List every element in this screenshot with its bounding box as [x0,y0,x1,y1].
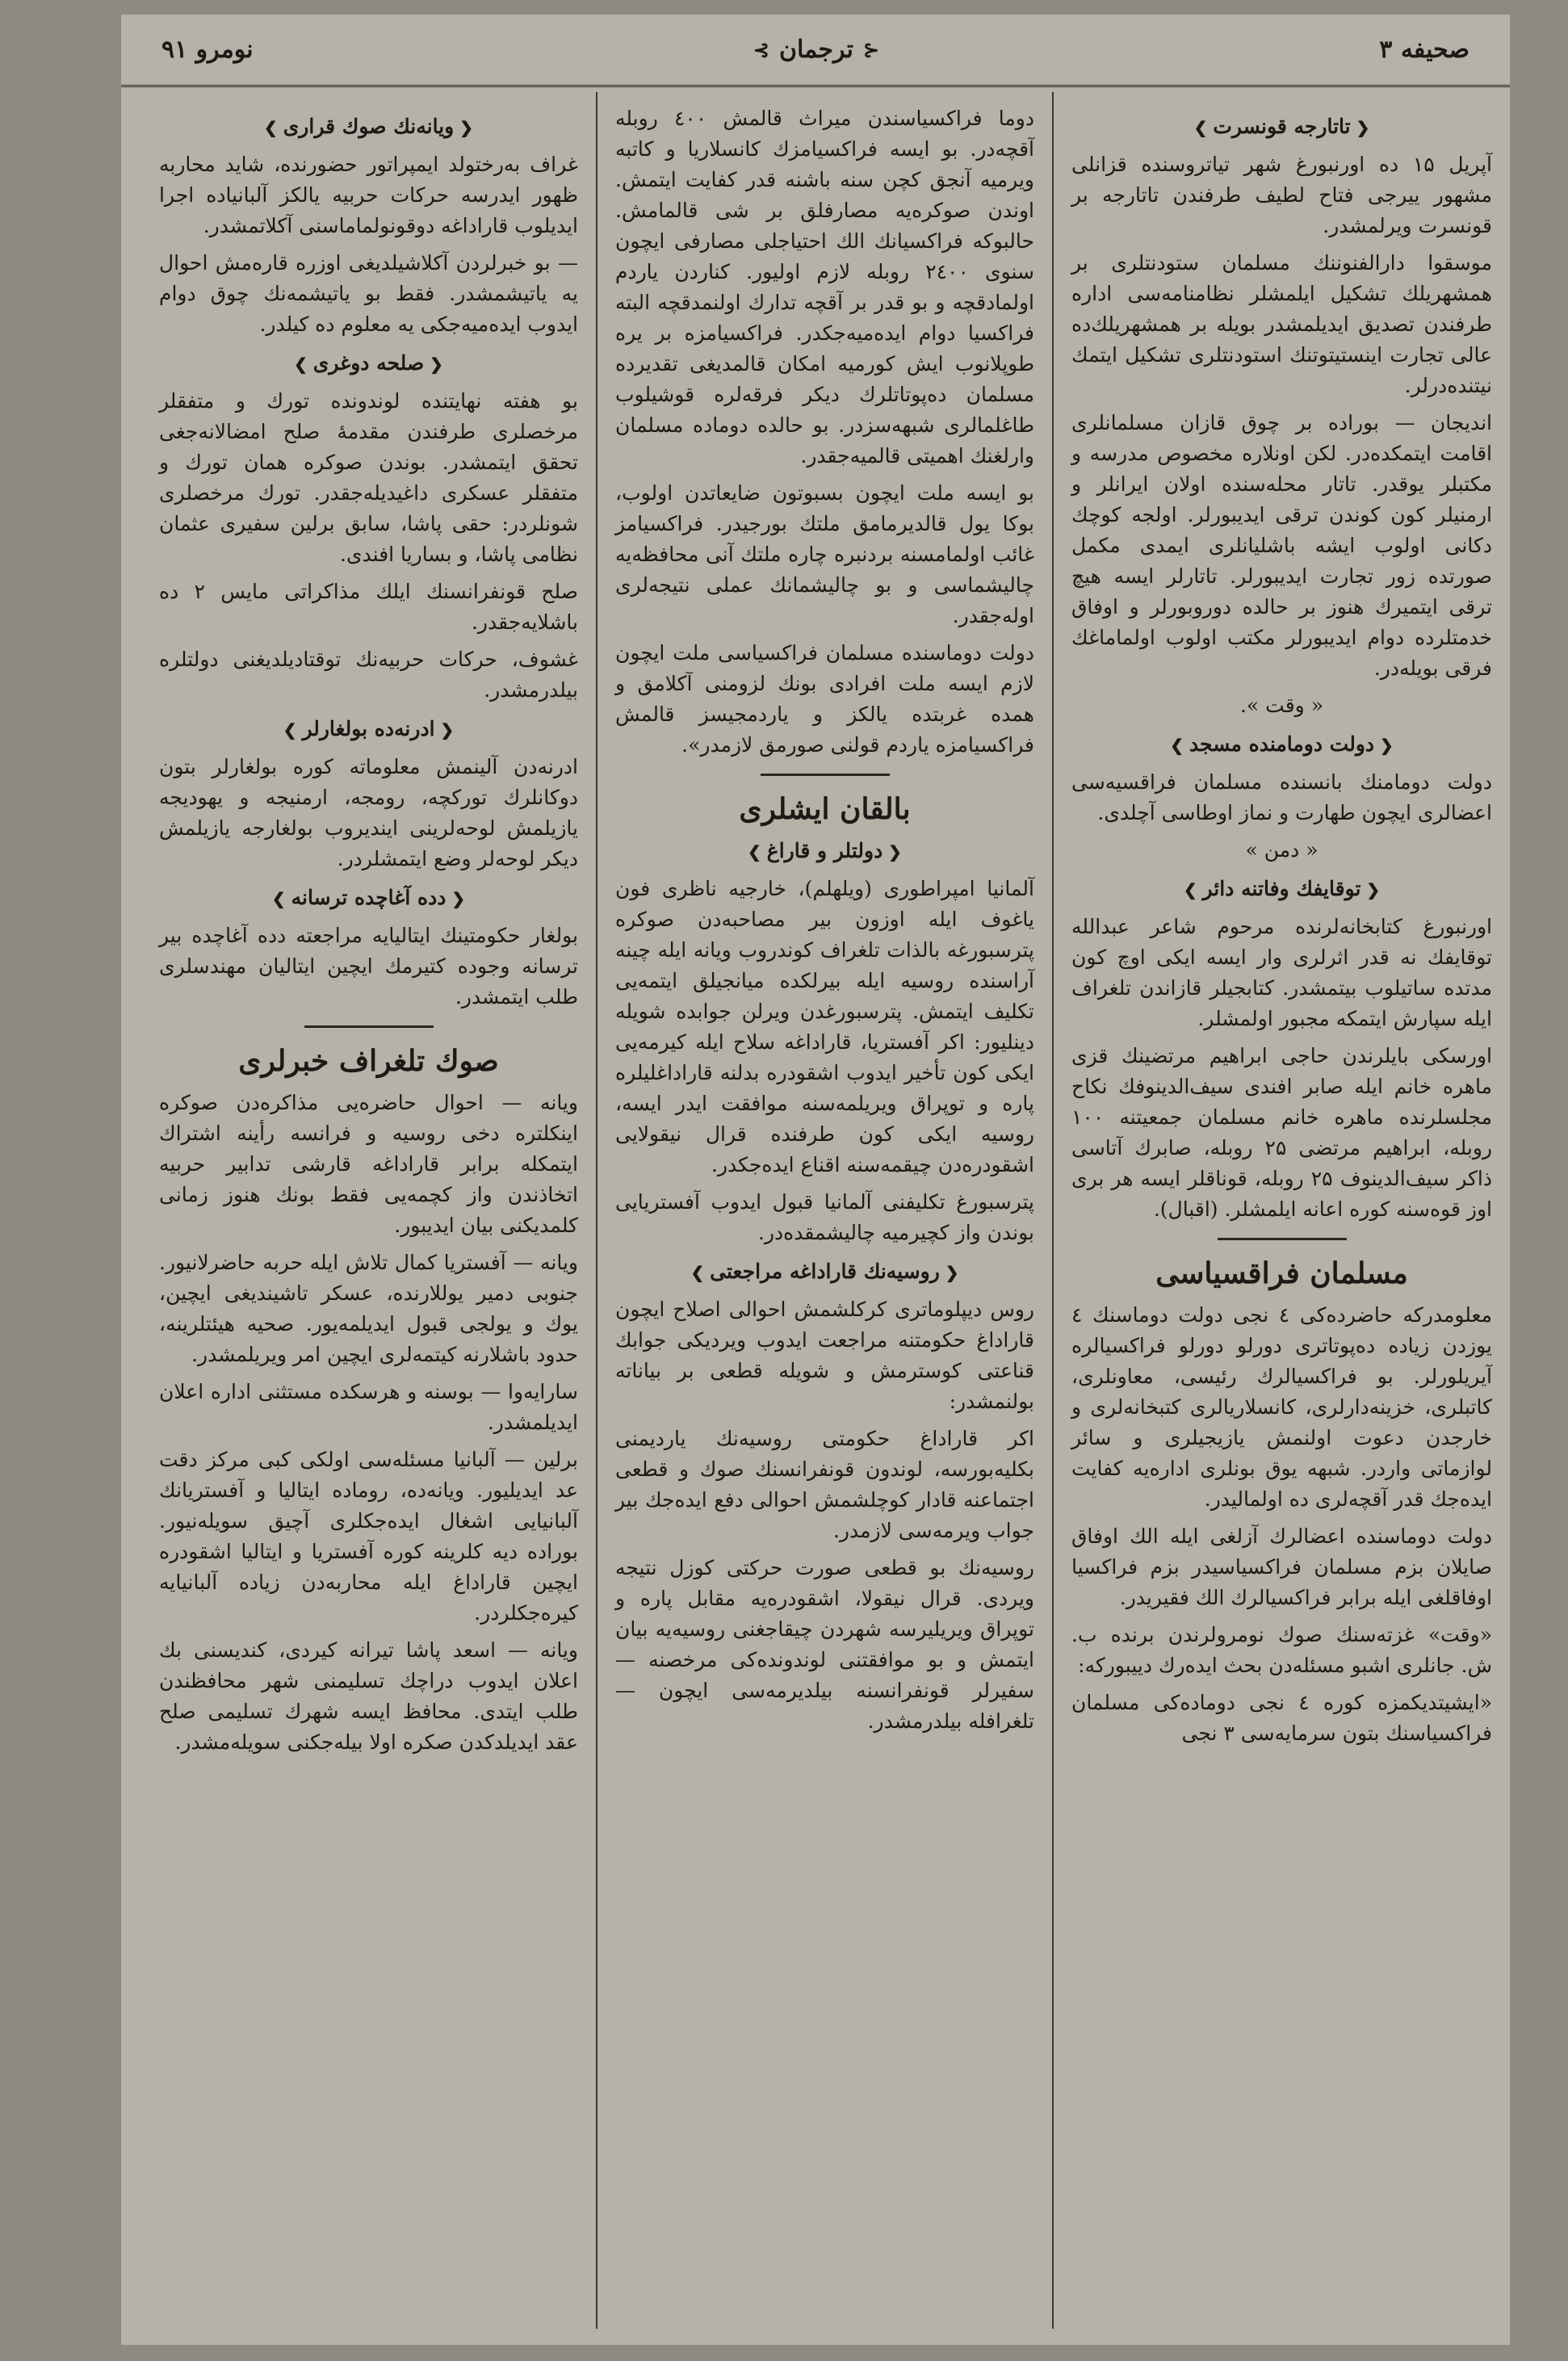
ornament-icon: ⊰ [862,38,880,61]
article-heading: ❮ توقایفك وفاتنه دائر ❯ [1071,874,1492,905]
article-paragraph: دوما فراکسیاسندن میراث قالمش ٤٠٠ روبله آقچه‌در. بو ایسه فراکسیامزك کانسلاریا و کاتبه ویرمیه آنجق کچن سنه باشنه قدر کفایت ایتمش. اوندن صوکره‌یه مصارفلق بر شی قالمامش. حالبوکه فراکسیانك الك احتیاجلی مصارفی ایچون سنوی ۲٤٠٠ روبله لازم اولیور. کناردن یاردم اولمادقچه و بو قدر بر آقچه تدارك اولنمدقچه البته فراکسیا دوام ایده‌میه‌جکدر. فراکسیامزه بر یره طوپلانوب ایش کورمیه امکان قالمدیغی تقدیرده مسلمان ده‌پوتاتلرك دیکر فرقه‌لره قوشیلوب طاغلمالری شبهه‌سزدر. بو حالده دوماده مسلمان وارلغنك اهمیتی قالمیه‌جقدر. [615,107,1034,468]
article-paragraph: — بو خبرلردن آکلاشیلدیغی اوزره قاره‌مش احوال یه یاتیشمشدر. فقط بو یاتیشمه‌نك چوق دوام ایدوب ایده‌میه‌جکی یه معلوم ده کیلدر. [159,251,578,336]
article-paragraph: موسقوا دارالفنوننك مسلمان ستودنتلری بر همشهریلك تشکیل ایلمشلر نظامنامه‌سی اداره طرفندن تصدیق ایدیلمشدر بویله بر همشهریلك‌ده عالی تجارت اینستیتوتنك استودنتلری تشکیل ایتمك نیتنده‌درلر. [1071,251,1492,397]
ornament-icon: ⊱ [753,38,769,61]
article-paragraph: «وقت» غزته‌سنك صوك نومرولرندن برنده ب. ش. جانلری اشبو مسئله‌دن بحث ایده‌رك دییبورکه: [1071,1623,1492,1677]
section-title: صوك تلغراف خبرلری [238,1044,499,1078]
article-paragraph: بولغار حکومتینك ایتالیایه مراجعته دده آغاچده بیر ترسانه وجوده کتیرمك ایچین ایتالیان مهندسلری طلب ایتمشدر. [159,924,578,1009]
source-credit: « وقت ». [1239,694,1323,717]
article-columns [121,92,1510,2329]
newspaper-page [121,15,1510,2345]
article-heading: ❮ ویانه‌نك صوك قراری ❯ [159,111,578,143]
article-paragraph: دولت دوماسنده مسلمان فراکسیاسی ملت ایچون لازم ایسه ملت افرادی بونك لزومنی آکلامق و همده غربتده یالکز و یاردمجیسز قالمش فراکسیامزه یاردم قولنی صورمق لازمدر». [615,641,1034,757]
article-paragraph: دولت دومامنك بانسنده مسلمان فراقسیه‌سی اعضالری ایچون طهارت و نماز اوطاسی آچلدی. [1071,770,1492,824]
article-paragraph: آپریل ۱۵ ده اورنبورغ شهر تیاتروسنده قزانلی مشهور ییرجی فتاح لطیف طرفندن تاتارجه بر قونسرت ویرلمشدر. [1071,153,1492,237]
page-number: صحیفه ۳ [1379,36,1469,64]
article-paragraph: آلمانیا امپراطوری (ویلهلم)، خارجیه ناظری فون یاغوف ایله اوزون بیر مصاحبه‌دن صوکره پترسبورغه بالذات تلغراف کوندروب ویانه ایله چینه آراسنده روسیه ایله بیرلکده میانجیلق ایتمه‌یی تکلیف ایتمش. پترسبورغدن ویرلن جوابده شویله دینلیور: اکر آفستریا، قاراداغه سلاح ایله کیرمه‌یی ایکی کون تأخیر ایدوب اشقودره بدلنه قاراداغلیلره پاره و توپراق ویریلمه‌سنه موافقت ایدر ایسه، روسیه ایکی کون طرفنده قرال نیقولایی اشقودره‌دن چیقمه‌سنه اقناع ایده‌جکدر. [615,877,1034,1176]
article-heading: ❮ روسیه‌نك قاراداغه مراجعتی ❯ [615,1256,1034,1288]
issue-number: نومرو ۹۱ [161,36,254,64]
article-paragraph: غشوف، حرکات حربیه‌نك توقتادیلدیغنی دولتلره بیلدرمشدر. [159,648,578,702]
article-paragraph: اکر قاراداغ حکومتی روسیه‌نك یاردیمنی بکلیه‌بورسه، لوندون قونفرانسنك صوك و قطعی اجتماعنه قادار کوچلشمش احوالی دفع ایده‌جك بیر جواب ویرمه‌سی لازمدر. [615,1427,1034,1542]
section-rule [1218,1238,1347,1240]
article-paragraph: «ایشیتدیکمزه کوره ٤ نجی دوماده‌کی مسلمان فراکسیاسنك بتون سرمایه‌سی ۳ نجی [1071,1691,1493,1745]
article-heading: ❮ دولت دومامنده مسجد ❯ [1071,729,1492,761]
article-paragraph: اندیجان — بوراده بر چوق قازان مسلمانلری اقامت ایتمکده‌در. لکن اونلاره مخصوص مدرسه و مکتبلر یوقدر. تاتار محله‌سنده اولان ایرانلر و ارمنیلر کون کوندن ترقی ایدیبورلر. اولجه کوچك دکانی اولوب ایشه باشلیانلری ایمدی مکمل صورتده زور تجارت ایدیبورلر. تاتارلر ایسه هیچ ترقی ایتمیرك هنوز بر حالده دوروبورلر و اوفاق خدمتلرده دوام ایدیبورلر مکتب اولوب اولماماغك فرقی بویله‌در. [1071,411,1492,680]
article-paragraph: ویانه — آفستریا کمال تلاش ایله حربه حاضرلانیور. جنوبی دمیر یوللارنده، عسکر تاشیندیغی ایچین، یوك و یولجی قبول ایدیلمه‌یور. صحیه هیئتلرینه، حدود باشلارنه کیتمه‌لری ایچین امر ویریلمشدر. [159,1251,578,1366]
article-paragraph: غراف به‌رختولد ایمپراتور حضورنده، شاید محاربه ظهور ایدرسه حرکات حربیه یالکز آلبانیاده اجرا ایدیلوب قاراداغه دوقونولماماسنی آکلاتمشدر. [159,153,578,237]
article-heading: ❮ ادرنه‌ده بولغارلر ❯ [159,714,578,745]
article-paragraph: سارایه‌وا — بوسنه و هرسکده مستثنی اداره اعلان ایدیلمشدر. [159,1380,578,1434]
article-paragraph: اورنبورغ کتابخانه‌لرنده مرحوم شاعر عبدالله توقایفك نه قدر اثرلری وار ایسه ایکی اوچ کون مدتده ساتیلوب بیتمشدر. کتابجیلر قازاندن تلغراف ایله سپارش ایتمکه مجبور اولمشلر. [1071,915,1492,1030]
article-paragraph: اورسکی بایلرندن حاجی ابراهیم مرتضینك قزی ماهره خانم ایله صابر افندی سیف‌الدینوفك نکاح مجلسلرنده ماهره خانم مسلمان جمعیتنه ۱۰۰ روبله، ابراهیم مرتضی ۲۵ روبله، صابرك آتاسی ذاکر سیف‌الدینوف ۲۵ روبله، قوناقلر ایسه هر بری اوز قوه‌سنه کوره اعانه ایلمشلر. (اقبال). [1071,1044,1492,1221]
page-header [121,15,1510,87]
article-heading: ❮ دولتلر و قاراغ ❯ [615,836,1034,867]
article-heading: ❮ تاتارجه قونسرت ❯ [1071,111,1492,143]
article-paragraph: ویانه — اسعد پاشا تیرانه کیردی، کندیسنی بك اعلان ایدوب دراچك تسلیمنی شهر محافظندن طلب ایتدی. محافظ ایسه شهرك تسلیمی صلح عقد ایدیلدکدن صکره اولا بیله‌جکنی سویله‌مشدر. [159,1638,578,1754]
article-heading: ❮ دده آغاچده ترسانه ❯ [159,883,578,914]
article-paragraph: بو هفته نهایتنده لوندونده تورك و متفقلر مرخصلری طرفندن مقدمهٔ صلح امضالانه‌جغی تحقق ایتمشدر. بوندن صوکره همان تورك و متفقلر عسکری داغیدیله‌جقدر. تورك مرخصلری شونلردر: حقی پاشا، سابق برلین سفیری عثمان نظامی پاشا، و بساریا افندی. [159,389,578,566]
article-paragraph: روس دیپلوماتری کرکلشمش احوالی اصلاح ایچون قاراداغ حکومتنه مراجعت ایدوب ویردیکی جوابك قناعتی کوسترمش و شویله قطعی بر بیاناته بولنمشدر: [615,1298,1034,1413]
section-rule [304,1025,434,1028]
section-title: مسلمان فراقسیاسی [1155,1256,1408,1290]
section-rule [761,774,890,776]
article-paragraph: صلح قونفرانسنك ایلك مذاکراتی مایس ۲ ده باشلایه‌جقدر. [159,580,578,634]
article-paragraph: بو ایسه ملت ایچون بسبوتون ضایعاتدن اولوب، بوکا یول قالدیرمامق ملتك بورجیدر. فراکسیامز غائب اولمامسنه بردنبره چاره ملتك آنی محافظه‌یه چالیشماسی و بو چالیشمانك عملی نتیجه‌لری اوله‌جقدر. [615,481,1034,627]
article-paragraph: برلین — آلبانیا مسئله‌سی اولکی کبی مرکز دقت عد ایدیلیور. ویانه‌ده، روماده ایتالیا و آفستریانك آلبانیایی اشغال ایده‌جکلری آچیق سویله‌نیور. بوراده دیه کلرینه کوره آفستریا و ایتالیا اشقودره ایچین قاراداغ ایله محاربه‌دن زیاده آلبانیایه کیره‌جکلردر. [159,1448,578,1625]
article-paragraph: پترسبورغ تکلیفنی آلمانیا قبول ایدوب آفستریایی بوندن واز کچیرمیه چالیشمقده‌در. [615,1190,1034,1244]
source-credit: « دمن » [1245,838,1319,862]
article-paragraph: روسیه‌نك بو قطعی صورت حرکتی کوزل نتیجه ویردی. قرال نیقولا، اشقودره‌یه مقابل پاره و توپراق ویریلیرسه شهردن چیقاجغنی روسیه‌یه بیان ایتمش و بو موافقتنی لوندونده‌کی مرخصنه — سفیرلر قونفرانسنه بیلدیرمه‌سی ایچون — تلغرافله بیلدرمشدر. [615,1556,1034,1733]
article-paragraph: معلومدرکه حاضرده‌کی ٤ نجی دولت دوماسنك ٤ یوزدن زیاده ده‌پوتاتری دورلو دورلو فراکسیالره آیریلورلر. بو فراکسیالرك رئیسی، معاونلری، کاتبلری، خزینه‌دارلری، کانسلاریالری کتبخانه‌لری و خارجدن دعوت اولنمش یازیجیلری و سائر لوازماتی واردر. شبهه یوق بونلری اداره‌یه کفایت ایده‌جك قدر آقچه‌لری ده اولمالیدر. [1071,1303,1492,1511]
article-paragraph: دولت دوماسنده اعضالرك آزلغی ایله الك اوفاق صایلان بزم مسلمان فراکسیاسیدر بزم فراکسیا اوفاقلغی ایله برابر فراکسیالرك الك فقیریدر. [1071,1524,1492,1609]
column-middle [597,92,1054,2329]
article-paragraph: ادرنه‌دن آلینمش معلوماته کوره بولغارلر بتون دوکانلرك تورکچه، رومجه، ارمنیجه و یهودیجه یازیلمش لوحه‌لرینی ایندیروب بولغارجه یازیلمش دیکر لوحه‌لر وضع ایتمشلردر. [159,755,578,870]
column-right [1054,92,1510,2329]
article-paragraph: ویانه — احوال حاضره‌یی مذاکره‌دن صوکره اینکلتره دخی روسیه و فرانسه رأینه اشتراك ایتمکله برابر قاراداغه قارشی تدابیر حربیه اتخاذندن واز کچمه‌یی فقط بونك هنوز زمانی کلمدیکنی بیان ایدیبور. [159,1091,578,1237]
newspaper-title: ترجمان [778,36,853,64]
article-heading: ❮ صلحه دوغری ❯ [159,348,578,380]
masthead [753,36,879,64]
section-title: بالقان ایشلری [739,792,911,826]
column-left [141,92,597,2329]
